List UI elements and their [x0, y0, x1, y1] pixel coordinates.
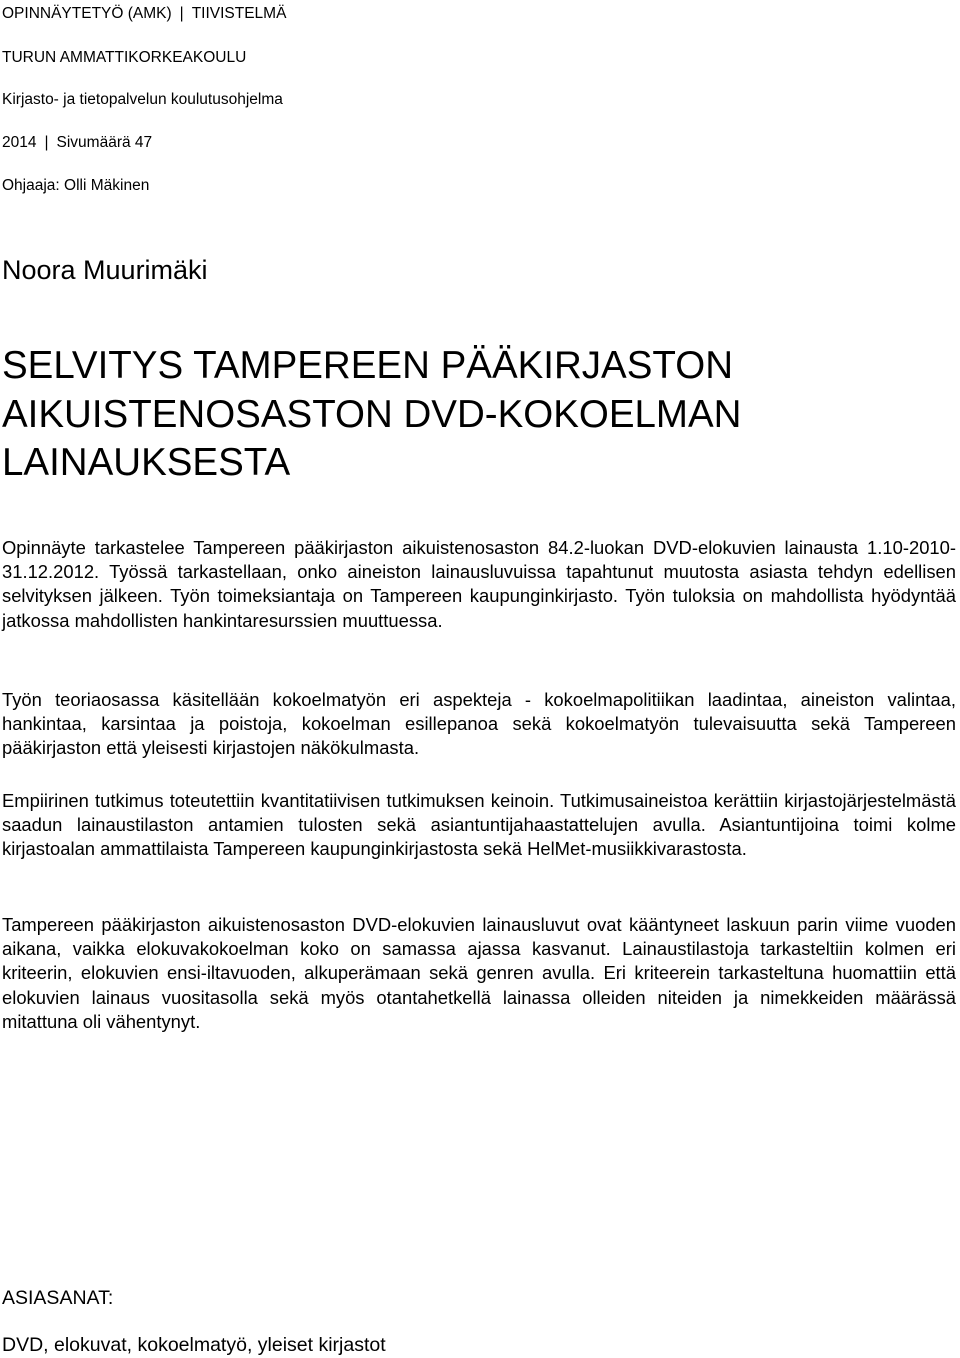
abstract-paragraph: Työn teoriaosassa käsitellään kokoelmatyön eri aspekteja - kokoelmapolitiikan laadintaa, aineiston valintaa, hankintaa, karsintaa ja poistoja, kokoelman esillepanoa sekä kokoelmatyön tulevaisuutta sekä Tampereen pääkirjaston että yleisesti kirjastojen näkökulmasta. [2, 689, 956, 759]
abstract-paragraph: Tampereen pääkirjaston aikuistenosaston DVD-elokuvien lainausluvut ovat kääntyneet laskuun parin viime vuoden aikana, vaikka elokuvakokoelman koko on samassa ajassa kasvanut. Lainaustilastoja tarkasteltiin kolmen eri kriteerin, elokuvien ensi-iltavuoden, alkuperämaan sekä genren avulla. Eri kriteerein tarkasteltuna huomattiin että elokuvien lainaus vuositasolla sekä myös otantahetkellä lainassa olleiden niteiden ja nimekkeiden määrässä mitattuna oli vähentynyt. [2, 914, 956, 1032]
author-name: Noora Muurimäki [2, 255, 208, 285]
title-line: SELVITYS TAMPEREEN PÄÄKIRJASTON [2, 344, 733, 387]
institution-name: TURUN AMMATTIKORKEAKOULU [2, 49, 247, 66]
thesis-title [2, 342, 742, 488]
abstract-paragraph: Empiirinen tutkimus toteutettiin kvantitatiivisen tutkimuksen keinoin. Tutkimusaineistoa kerättiin kirjastojärjestelmästä saadun lainaustilaston antamien tulosten sekä asiantuntijahaastattelujen avulla. Asiantuntijoina toimi kolme kirjastoalan ammattilaista Tampereen kaupunginkirjastosta sekä HelMet-musiikkivarastosta. [2, 790, 956, 860]
page-count: Sivumäärä 47 [56, 134, 153, 151]
separator: | [44, 134, 49, 151]
degree-programme: Kirjasto- ja tietopalvelun koulutusohjelma [2, 91, 283, 108]
abstract-label: TIIVISTELMÄ [191, 5, 287, 22]
thesis-type-line [2, 5, 286, 23]
separator: | [179, 5, 184, 22]
keywords-values: DVD, elokuvat, kokoelmatyö, yleiset kirjastot [2, 1334, 386, 1356]
thesis-type-label: OPINNÄYTETYÖ (AMK) [2, 5, 172, 22]
keywords-label: ASIASANAT: [2, 1287, 114, 1309]
abstract-paragraph: Opinnäyte tarkastelee Tampereen pääkirjaston aikuistenosaston 84.2-luokan DVD-elokuvien lainausta 1.10-2010-31.12.2012. Työssä tarkastellaan, onko aineiston lainausluvuissa tapahtunut muutosta asiasta tehdyn edellisen selvityksen jälkeen. Työn toimeksiantaja on Tampereen kaupunginkirjasto. Työn tuloksia on mahdollista hyödyntää jatkossa mahdollisten hankintaresurssien muuttuessa. [2, 537, 956, 631]
title-line: AIKUISTENOSASTON DVD-KOKOELMAN [2, 392, 742, 436]
supervisor: Ohjaaja: Olli Mäkinen [2, 177, 150, 194]
title-line: LAINAUKSESTA [2, 441, 291, 484]
year: 2014 [2, 134, 37, 151]
year-pages-line [2, 134, 152, 152]
